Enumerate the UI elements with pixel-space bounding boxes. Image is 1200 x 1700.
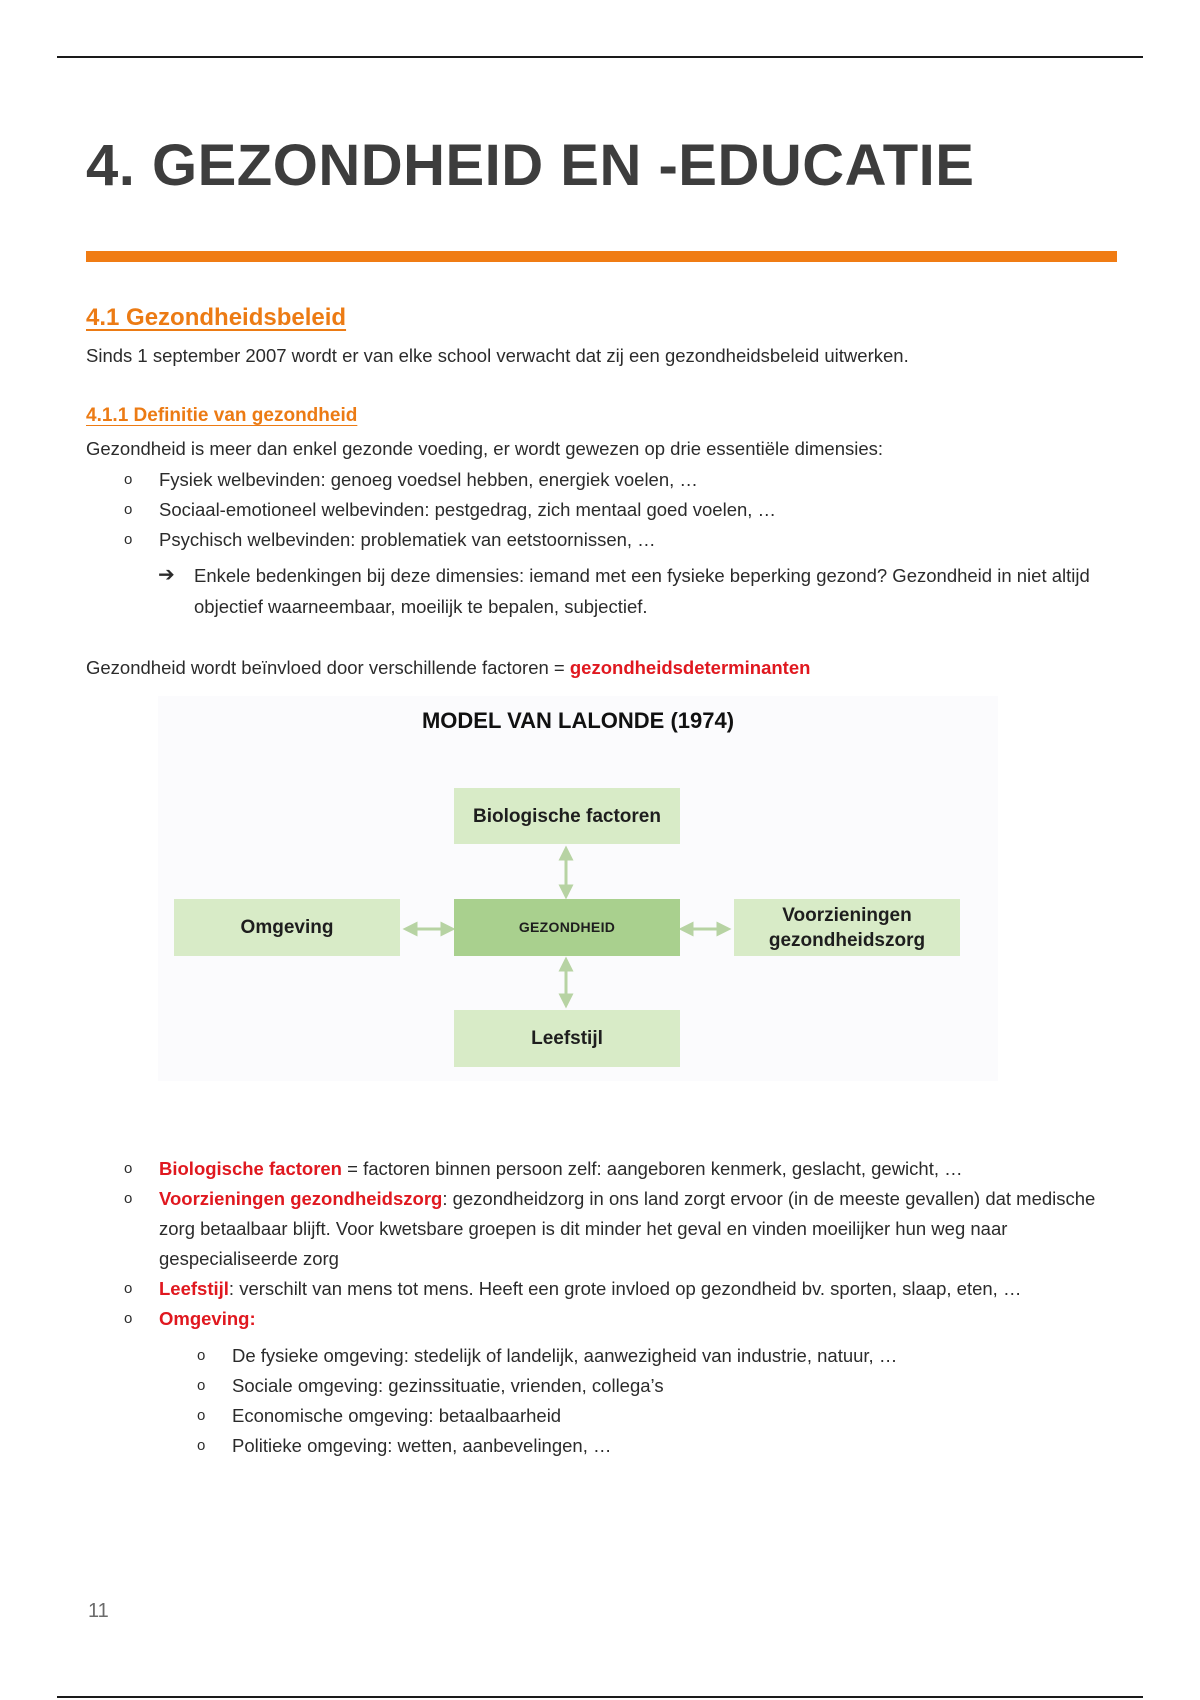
list-item (124, 1184, 1109, 1274)
determinants-line (86, 653, 810, 683)
factor-text: : gezondheidzorg in ons land zorgt ervoor (in de meeste gevallen) dat medische zorg betaalbaar blijft. Voor kwetsbare groepen is dit minder het geval en vinden moeilijker hun weg naar gespecialiseerde zorg (159, 1188, 1096, 1269)
dimensions-list (124, 465, 777, 555)
factor-text: : verschilt van mens tot mens. Heeft een grote invloed op gezondheid bv. sporten, slaap, eten, … (228, 1278, 1022, 1299)
box-omgeving: Omgeving (174, 899, 400, 956)
dimension-text: Fysiek welbevinden: genoeg voedsel hebben, energiek voelen, … (159, 469, 698, 490)
list-item (124, 495, 777, 525)
diagram-title: MODEL VAN LALONDE (1974) (421, 708, 735, 733)
bullet-marker: o (124, 1160, 133, 1177)
determinants-term: gezondheidsdeterminanten (569, 657, 811, 678)
factor-text: : (249, 1308, 256, 1329)
note-text: Enkele bedenkingen bij deze dimensies: iemand met een fysieke beperking gezond? Gezondheid in niet altijd objectief waarneembaar, moeilijk te bepalen, subjectief. (194, 565, 1090, 617)
list-item (124, 1304, 1109, 1334)
section-intro: Sinds 1 september 2007 wordt er van elke school verwacht dat zij een gezondheidsbeleid uitwerken. (86, 345, 909, 366)
bullet-marker: o (197, 1437, 206, 1454)
box-leefstijl: Leefstijl (454, 1010, 680, 1067)
list-item (124, 465, 776, 495)
bullet-marker: o (124, 471, 133, 488)
list-item (124, 1154, 1109, 1184)
title-accent-bar (86, 251, 1117, 262)
bullet-marker: o (124, 1190, 133, 1207)
bullet-marker: o (197, 1407, 206, 1424)
subsection-heading: 4.1.1 Definitie van gezondheid (86, 405, 358, 426)
bullet-marker: o (124, 1310, 133, 1327)
environment-type-text: Economische omgeving: betaalbaarheid (232, 1405, 562, 1426)
factor-term: Voorzieningen gezondheidszorg (159, 1188, 443, 1209)
factor-term: Biologische factoren (159, 1158, 342, 1179)
section-heading: 4.1 Gezondheidsbeleid (86, 304, 347, 331)
environment-type-text: Politieke omgeving: wetten, aanbevelingen, … (232, 1435, 612, 1456)
arrow-icon: ➔ (158, 564, 175, 586)
dimension-text: Psychisch welbevinden: problematiek van eetstoornissen, … (159, 529, 656, 550)
box-voorzieningen-gezondheidszorg: Voorzieningen gezondheidszorg (734, 899, 960, 956)
list-item (124, 1274, 1109, 1304)
factor-text: = factoren binnen persoon zelf: aangeboren kenmerk, geslacht, gewicht, … (341, 1158, 963, 1179)
subsection-intro: Gezondheid is meer dan enkel gezonde voeding, er wordt gewezen op drie essentiële dimensies: (86, 438, 884, 459)
environment-type-text: De fysieke omgeving: stedelijk of landelijk, aanwezigheid van industrie, natuur, … (232, 1345, 898, 1366)
factor-term: Omgeving (159, 1308, 250, 1329)
environment-type-text: Sociale omgeving: gezinssituatie, vrienden, collega’s (232, 1375, 664, 1396)
lalonde-model-diagram (158, 696, 998, 1081)
bullet-marker: o (124, 501, 133, 518)
list-item (197, 1371, 1112, 1401)
bullet-marker: o (197, 1377, 206, 1394)
list-item (197, 1431, 1112, 1461)
box-gezondheid: GEZONDHEID (454, 899, 680, 956)
environment-types-list (197, 1341, 1112, 1461)
list-item (197, 1401, 1112, 1431)
dimension-text: Sociaal-emotioneel welbevinden: pestgedrag, zich mentaal goed voelen, … (159, 499, 777, 520)
bullet-marker: o (197, 1347, 206, 1364)
bottom-rule (57, 1696, 1143, 1698)
factor-term: Leefstijl (159, 1278, 229, 1299)
list-item (197, 1341, 1112, 1371)
bullet-marker: o (124, 1280, 133, 1297)
factors-list (124, 1154, 1109, 1334)
dimensions-note (158, 560, 1094, 622)
determinants-text: Gezondheid wordt beïnvloed door verschillende factoren = (86, 657, 570, 678)
top-rule (57, 56, 1143, 58)
box-biologische-factoren: Biologische factoren (454, 788, 680, 844)
list-item (124, 525, 776, 555)
bullet-marker: o (124, 531, 133, 548)
chapter-title: 4. GEZONDHEID EN -EDUCATIE (86, 133, 975, 198)
page-number: 11 (88, 1600, 109, 1622)
